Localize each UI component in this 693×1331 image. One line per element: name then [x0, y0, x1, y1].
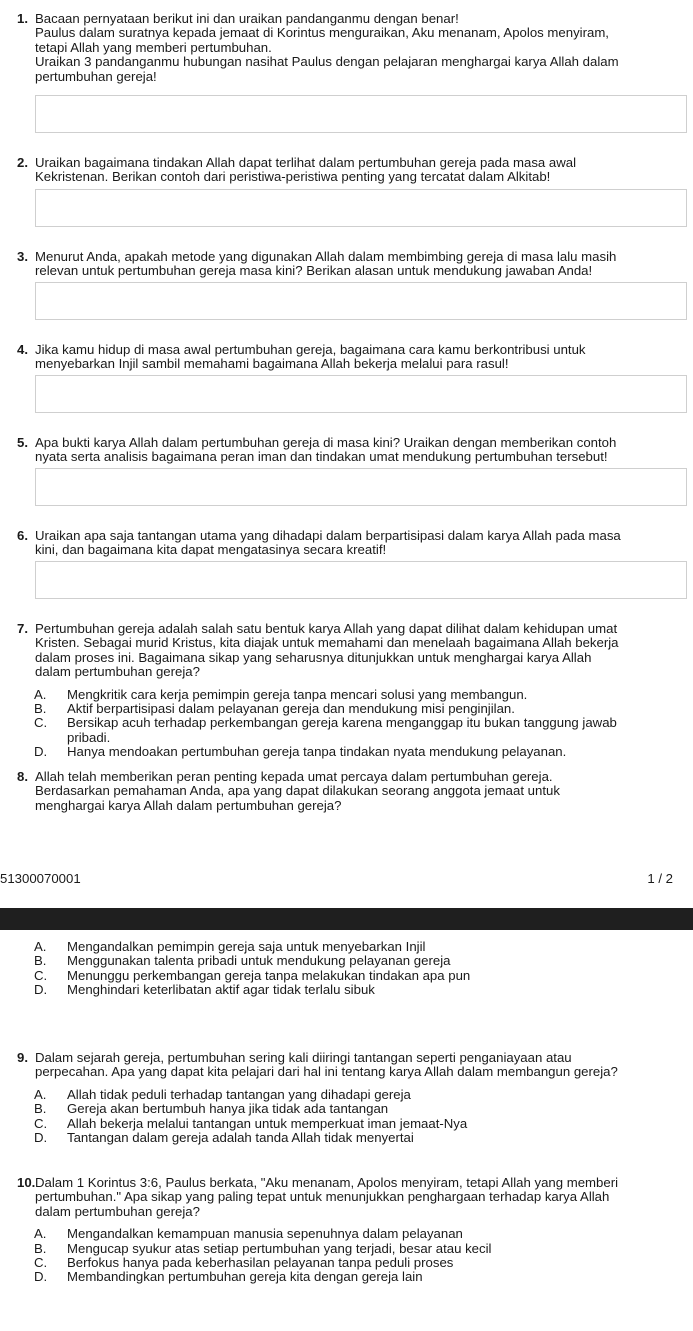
question-number: 6. — [17, 528, 28, 543]
option-b[interactable]: B. Menggunakan talenta pribadi untuk mendukung pelayanan gereja — [34, 953, 451, 969]
answer-box-3[interactable] — [35, 282, 687, 320]
option-a[interactable]: A. Mengandalkan pemimpin gereja saja untuk menyebarkan Injil — [34, 939, 426, 954]
question-text: Dalam 1 Korintus 3:6, Paulus berkata, "Aku menanam, Apolos menyiram, tetapi Allah yang memberi pertumbuhan." Apa sikap yang paling tepat untuk menunjukkan penghargaan terhadap karya Allah dalam pertumbuhan gereja? — [35, 1175, 619, 1219]
option-d[interactable]: D. Membandingkan pertumbuhan gereja kita dengan gereja lain — [34, 1269, 423, 1285]
option-d[interactable]: D. Tantangan dalam gereja adalah tanda Allah tidak menyertai — [34, 1130, 414, 1146]
page-number: 1 / 2 — [647, 871, 673, 886]
option-d[interactable]: D. Hanya mendoakan pertumbuhan gereja tanpa tindakan nyata mendukung pelayanan. — [34, 744, 567, 760]
answer-box-4[interactable] — [35, 375, 687, 413]
page-separator — [0, 908, 693, 930]
question-text: Menurut Anda, apakah metode yang digunakan Allah dalam membimbing gereja di masa lalu masih relevan untuk pertumbuhan gereja masa kini? Berikan alasan untuk mendukung jawaban Anda! — [35, 249, 617, 279]
question-5 — [17, 436, 689, 465]
question-number: 1. — [17, 11, 28, 26]
question-number: 10. — [17, 1175, 36, 1190]
option-c[interactable]: C. Berfokus hanya pada keberhasilan pelayanan tanpa peduli proses — [34, 1255, 454, 1271]
question-number: 4. — [17, 342, 28, 357]
option-a[interactable]: A. Allah tidak peduli terhadap tantangan yang dihadapi gereja — [34, 1086, 411, 1102]
option-a[interactable]: A. Mengandalkan kemampuan manusia sepenuhnya dalam pelayanan — [34, 1226, 463, 1242]
option-a[interactable]: A. Mengkritik cara kerja pemimpin gereja tanpa mencari solusi yang membangun. — [34, 686, 528, 702]
question-3 — [17, 250, 689, 279]
question-number: 5. — [17, 435, 28, 450]
question-10 — [17, 1176, 689, 1285]
question-6 — [17, 529, 689, 558]
question-1 — [17, 12, 689, 84]
option-b[interactable]: B. Aktif berpartisipasi dalam pelayanan gereja dan mendukung misi penginjilan. — [34, 701, 515, 717]
question-text: Pertumbuhan gereja adalah salah satu bentuk karya Allah yang dapat dilihat dalam kehidupan umat Kristen. Sebagai murid Kristus, kita diajak untuk memahami dan menelaah bagaimana Allah bekerja dalam proses ini. Bagaimana sikap yang seharusnya ditunjukkan untuk menghargai karya Allah dalam pertumbuhan gereja? — [35, 621, 619, 680]
option-b[interactable]: B. Mengucap syukur atas setiap pertumbuhan yang terjadi, besar atau kecil — [34, 1240, 492, 1256]
option-b[interactable]: B. Gereja akan bertumbuh hanya jika tidak ada tantangan — [34, 1101, 389, 1117]
question-2 — [17, 156, 689, 185]
question-8 — [17, 770, 689, 813]
option-c[interactable]: C. Bersikap acuh terhadap perkembangan gereja karena menganggap itu bukan tanggung jawab pribadi. — [34, 715, 617, 745]
question-number: 8. — [17, 769, 28, 784]
question-text: Uraikan apa saja tantangan utama yang dihadapi dalam berpartisipasi dalam karya Allah pada masa kini, dan bagaimana kita dapat mengatasinya secara kreatif! — [35, 528, 621, 558]
answer-box-2[interactable] — [35, 189, 687, 227]
question-number: 7. — [17, 621, 28, 636]
options-list — [34, 1227, 689, 1285]
question-text: Allah telah memberikan peran penting kepada umat percaya dalam pertumbuhan gereja. Berdasarkan pemahaman Anda, apa yang dapat dilakukan seorang anggota jemaat untuk menghargai karya Allah dalam pertumbuhan gereja? — [35, 769, 560, 813]
question-text: Bacaan pernyataan berikut ini dan uraikan pandanganmu dengan benar! Paulus dalam suratnya kepada jemaat di Korintus menguraikan, Aku menanam, Apolos menyiram, tetapi Allah yang memberi pertumbuhan. Uraikan 3 pandanganmu hubungan nasihat Paulus dengan pelajaran menghargai karya Allah dalam pertumbuhan gereja! — [35, 11, 619, 84]
question-text: Dalam sejarah gereja, pertumbuhan sering kali diiringi tantangan seperti penganiayaan atau perpecahan. Apa yang dapat kita pelajari dari hal ini tentang karya Allah dalam membangun gereja? — [35, 1050, 618, 1080]
options-list — [34, 1088, 689, 1146]
option-d[interactable]: D. Menghindari keterlibatan aktif agar tidak terlalu sibuk — [34, 982, 375, 998]
question-8-options — [17, 940, 689, 998]
answer-box-5[interactable] — [35, 468, 687, 506]
option-c[interactable]: C. Menunggu perkembangan gereja tanpa melakukan tindakan apa pun — [34, 967, 471, 983]
question-text: Apa bukti karya Allah dalam pertumbuhan gereja di masa kini? Uraikan dengan memberikan contoh nyata serta analisis bagaimana peran iman dan tindakan umat mendukung pertumbuhan tersebut! — [35, 435, 617, 465]
question-text: Uraikan bagaimana tindakan Allah dapat terlihat dalam pertumbuhan gereja pada masa awal Kekristenan. Berikan contoh dari peristiwa-peristiwa penting yang tercatat dalam Alkitab! — [35, 155, 577, 185]
question-number: 9. — [17, 1050, 28, 1065]
answer-box-6[interactable] — [35, 561, 687, 599]
question-4 — [17, 343, 689, 372]
options-list — [34, 940, 689, 998]
question-9 — [17, 1051, 689, 1145]
options-list — [34, 688, 689, 760]
option-c[interactable]: C. Allah bekerja melalui tantangan untuk memperkuat iman jemaat-Nya — [34, 1115, 468, 1131]
question-text: Jika kamu hidup di masa awal pertumbuhan gereja, bagaimana cara kamu berkontribusi untuk menyebarkan Injil sambil memahami bagaimana Allah bekerja melalui para rasul! — [35, 342, 586, 372]
question-7 — [17, 622, 689, 760]
answer-box-1[interactable] — [35, 95, 687, 133]
question-number: 2. — [17, 155, 28, 170]
document-code: 51300070001 — [0, 871, 81, 886]
question-number: 3. — [17, 249, 28, 264]
